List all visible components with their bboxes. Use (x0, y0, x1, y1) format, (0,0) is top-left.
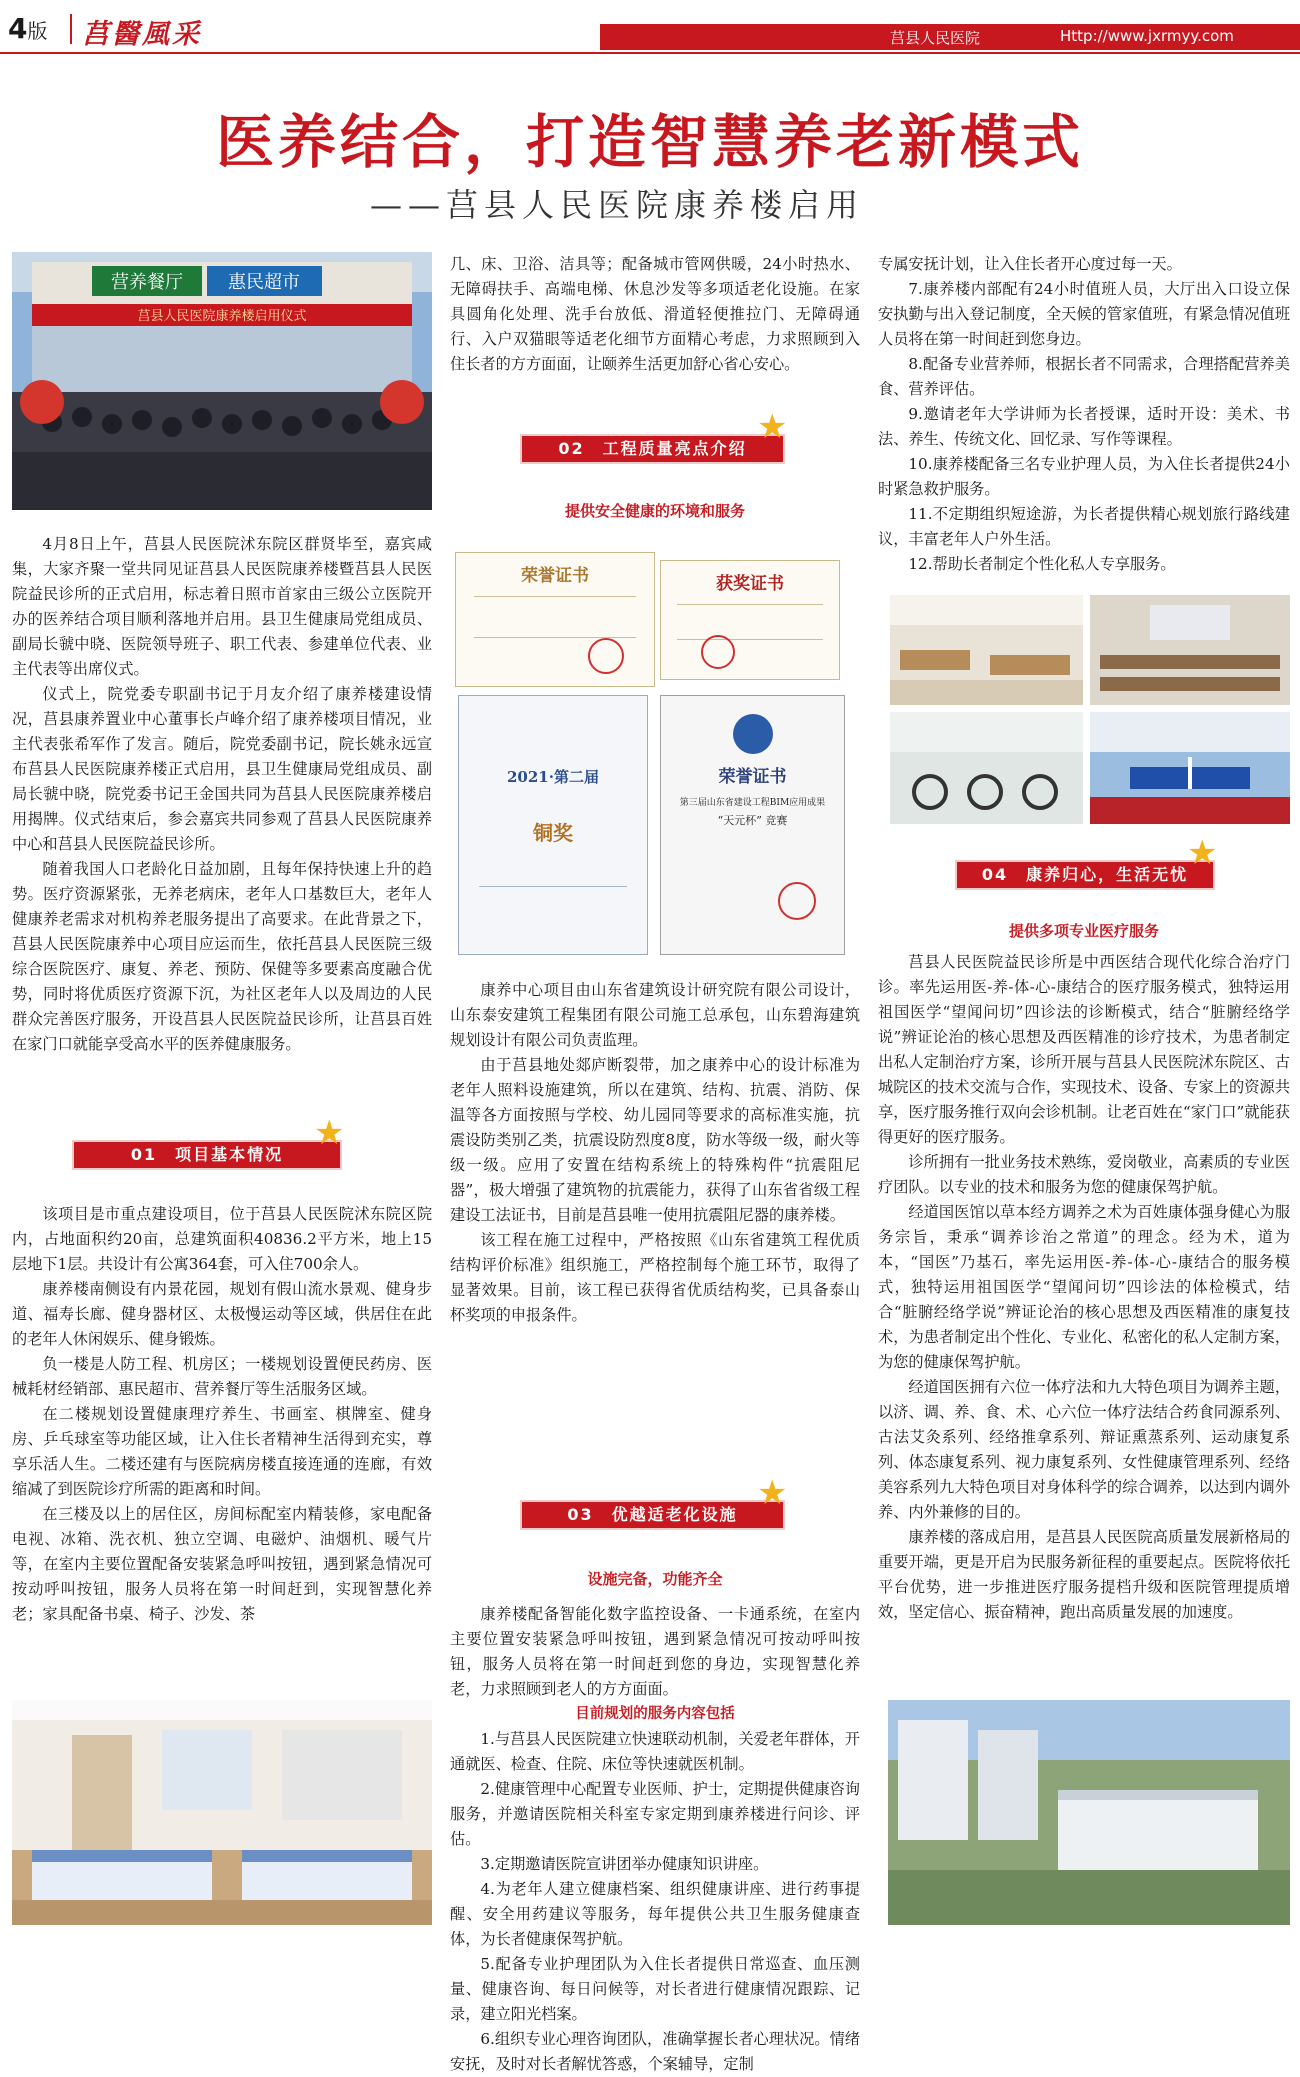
service-item: 4.为老年人建立健康档案、组织健康讲座、进行药事提醒、安全用药建议等服务，每年提供公共卫生服务健康查体，为长者健康保驾护航。 (450, 1880, 860, 1948)
dining-hall-photo (890, 595, 1083, 705)
column-name: 莒醫風采 (82, 19, 202, 50)
column-2-services (450, 1602, 860, 2077)
gym-photo (890, 712, 1083, 824)
paragraph: 康养楼南侧设有内景花园，规划有假山流水景观、健身步道、福寿长廊、健身器材区、太极慢运动等区域，供居住在此的老年人休闲娱乐、健身锻炼。 (12, 1280, 432, 1348)
column-2-top (450, 252, 860, 377)
cert-title: 荣誉证书 (718, 767, 787, 787)
service-item: 1.与莒县人民医院建立快速联动机制，关爱老年群体，开通就医、检查、住院、床位等快速就医机制。 (450, 1730, 860, 1773)
cert-seal (778, 882, 816, 920)
cert-seal (701, 635, 735, 669)
paragraph: 康养楼配备智能化数字监控设备、一卡通系统，在室内主要位置安装紧急呼叫按钮，遇到紧急情况可按动呼叫按钮，服务人员将在第一时间赶到您的身边，实现智慧化养老，力求照顾到老人的方方面面。 (450, 1605, 860, 1698)
certificate-4 (660, 695, 845, 955)
paragraph: 4月8日上午，莒县人民医院沭东院区群贤毕至，嘉宾咸集，大家齐聚一堂共同见证莒县人民医院康养楼暨莒县人民医院益民诊所的正式启用，标志着日照市首家由三级公立医院开办的医养结合项目顺利落地并启用。县卫生健康局党组成员、副局长虢中晓、医院领导班子、职工代表、参建单位代表、业主代表等出席仪式。 (12, 535, 432, 678)
section-subhead: 提供多项专业医疗服务 (1008, 922, 1159, 940)
paragraph: 该工程在施工过程中，严格按照《山东省建筑工程优质结构评价标准》组织施工，严格控制每个施工环节，取得了显著效果。目前，该工程已获得省优质结构奖，已具备泰山杯奖项的申报条件。 (450, 1231, 860, 1324)
cert-emblem (733, 714, 773, 754)
section-subhead: 设施完备，功能齐全 (587, 1570, 723, 1588)
paragraph: 经道国医拥有六位一体疗法和九大特色项目为调养主题，以济、调、养、食、术、心六位一体疗法结合药食同源系列、古法艾灸系列、经络推拿系列、辩证熏蒸系列、运动康复系列、体态康复系列、视力康复系列、女性健康管理系列、经络美容系列九大特色项目对身体科学的综合调养，以达到内调外养、内外兼修的目的。 (878, 1378, 1290, 1521)
paragraph: 仪式上，院党委专职副书记于月友介绍了康养楼建设情况，莒县康养置业中心董事长卢峰介绍了康养楼项目情况，业主代表张希军作了发言。随后，院党委副书记，院长姚永远宣布莒县人民医院康养楼正式启用，县卫生健康局党组成员、副局长虢中晓，院党委书记王金国共同为莒县人民医院康养楼启用揭牌。仪式结束后，参会嘉宾共同参观了莒县人民医院康养中心和莒县人民医院益民诊所。 (12, 685, 432, 853)
service-item: 5.配备专业护理团队为入住长者提供日常巡查、血压测量、健康咨询、每日问候等，对长者进行健康情况跟踪、记录，建立阳光档案。 (450, 1955, 860, 2023)
service-item: 6.组织专业心理咨询团队，准确掌握长者心理状况。情绪安抚，及时对长者解忧答惑，个案辅导，定制 (450, 2030, 860, 2073)
paragraph: 莒县人民医院益民诊所是中西医结合现代化综合治疗门诊。率先运用医-养-体-心-康结合的医疗服务模式，独特运用祖国医学“望闻问切”四诊法的诊断模式，结合“脏腑经络学说”辨证论治的核心思想及西医精准的诊疗技术，为患者制定出私人定制治疗方案，诊所开展与莒县人民医院沭东院区、古城院区的技术交流与合作，实现技术、设备、专家上的资源共享，医疗服务推行双向会诊机制。让老百姓在“家门口”就能获得更好的医疗服务。 (878, 953, 1290, 1146)
service-item: 7.康养楼内部配有24小时值班人员，大厅出入口设立保安执勤与出入登记制度，全天候的管家值班，有紧急情况值班人员将在第一时间赶到您身边。 (878, 280, 1290, 348)
service-item: 11.不定期组织短途游，为长者提供精心规划旅行路线建议，丰富老年人户外生活。 (878, 505, 1290, 548)
cert-lines (677, 604, 823, 640)
paragraph: 经道国医馆以草本经方调养之术为百姓康体强身健心为服务宗旨，秉承“调养诊治之常道”的理念。经为术，道为本，“国医”乃基石，率先运用医-养-体-心-康结合的服务模式，独特运用祖国医学“望闻问切”四诊法的体检模式，结合“脏腑经络学说”辨证论治的核心思想及西医精准的康复技术，为患者制定出个性化、专业化、私密化的私人定制方案，为您的健康保驾护航。 (878, 1203, 1290, 1371)
paragraph: 几、床、卫浴、洁具等；配备城市管网供暖，24小时热水、无障碍扶手、高端电梯、休息沙发等多项适老化设施。在家具圆角化处理、洗手台放低、滑道轻便推拉门、无障碍通行、入户双猫眼等适老化细节方面精心考虑，力求照顾到入住长者的方方面面，让颐养生活更加舒心省心安心。 (450, 255, 860, 373)
paragraph: 在三楼及以上的居住区，房间标配室内精装修，家电配备电视、冰箱、洗衣机、独立空调、电磁炉、油烟机、暖气片等，在室内主要位置配备安装紧急呼叫按钮，遇到紧急情况可按动呼叫按钮，服务人员将在第一时间赶到，实现智慧化养老；家具配备书桌、椅子、沙发、茶 (12, 1505, 432, 1623)
paragraph: 在二楼规划设置健康理疗养生、书画室、棋牌室、健身房、乒乓球室等功能区域，让入住长者精神生活得到充实，尊享乐活人生。二楼还建有与医院病房楼直接连通的连廊，有效缩减了到医院诊疗所需的距离和时间。 (12, 1405, 432, 1498)
paragraph: 该项目是市重点建设项目，位于莒县人民医院沭东院区院内，占地面积约20亩，总建筑面积40836.2平方米，地上15层地下1层。共设计有公寓364套，可入住700余人。 (12, 1205, 432, 1273)
section-title: 04 康养归心，生活无忧 (981, 865, 1189, 884)
article-subtitle: ——莒县人民医院康养楼启用 (370, 186, 865, 224)
certificate-3 (458, 695, 648, 955)
apartment-photo (12, 1700, 432, 1925)
header-rule (0, 52, 1300, 54)
cert-title: 获奖证书 (716, 574, 784, 594)
article-title: 医养结合，打造智慧养老新模式 (215, 108, 1084, 176)
classroom-photo (1090, 595, 1290, 705)
ceremony-banner: 莒县人民医院康养楼启用仪式 (137, 309, 307, 324)
ceremony-photo (12, 252, 432, 510)
services-heading: 目前规划的服务内容包括 (575, 1706, 735, 1722)
column-3-body (878, 950, 1290, 1625)
cert-award: 铜奖 (533, 821, 573, 845)
paragraph: 负一楼是人防工程、机房区；一楼规划设置便民药房、医械耗材经销部、惠民超市、营养餐厅等生活服务区域。 (12, 1355, 432, 1398)
service-item: 10.康养楼配备三名专业护理人员，为入住长者提供24小时紧急救护服务。 (878, 455, 1290, 498)
service-item: 8.配备专业营养师，根据长者不同需求，合理搭配营养美食、营养评估。 (878, 355, 1290, 398)
pingpong-photo (1090, 712, 1290, 824)
certificate-2 (660, 560, 840, 680)
cert-subtitle: 第三届山东省建设工程BIM应用成果 (679, 798, 826, 808)
cert-logos (479, 886, 627, 907)
cert-cup: “天元杯” 竞赛 (717, 814, 788, 827)
star-icon: ★ (314, 1113, 345, 1153)
column-2-body (450, 978, 860, 1328)
section-subhead: 提供安全健康的环境和服务 (564, 502, 745, 520)
section-banner-01 (72, 1113, 345, 1170)
star-icon: ★ (1187, 833, 1218, 873)
section-title: 01 项目基本情况 (130, 1145, 284, 1164)
sign-restaurant: 营养餐厅 (111, 272, 183, 293)
paragraph: 由于莒县地处郯庐断裂带，加之康养中心的设计标准为老年人照料设施建筑，所以在建筑、结构、抗震、消防、保温等各方面按照与学校、幼儿园同等要求的高标准实施，抗震设防类别乙类，抗震设防烈度8度，防水等级一级，耐火等级一级。应用了安置在结构系统上的特殊构件“抗震阻尼器”，极大增强了建筑物的抗震能力，获得了山东省省级工程建设工法证书，目前是莒县唯一使用抗震阻尼器的康养楼。 (450, 1056, 860, 1224)
aerial-photo (888, 1700, 1290, 1925)
certificate-1 (455, 552, 655, 687)
column-1-body (12, 1202, 432, 1627)
star-icon: ★ (757, 1473, 788, 1513)
paragraph: 康养楼的落成启用，是莒县人民医院高质量发展新格局的重要开端，更是开启为民服务新征程的重要起点。医院将依托平台优势，进一步推进医疗服务提档升级和医院管理提质增效，坚定信心、振奋精神，跑出高质量发展的加速度。 (878, 1528, 1290, 1621)
paragraph: 诊所拥有一批业务技术熟练，爱岗敬业，高素质的专业医疗团队。以专业的技术和服务为您的健康保驾护航。 (878, 1153, 1290, 1196)
page-number: 4版 (8, 12, 48, 45)
section-banner-04 (955, 833, 1218, 890)
service-item: 12.帮助长者制定个性化私人专享服务。 (908, 555, 1176, 573)
cert-title: 2021·第二届 (507, 768, 599, 786)
paragraph: 康养中心项目由山东省建筑设计研究院有限公司设计，山东泰安建筑工程集团有限公司施工总承包，山东碧海建筑规划设计有限公司负责监理。 (450, 981, 860, 1049)
cert-seal (588, 638, 624, 674)
service-item: 3.定期邀请医院宣讲团举办健康知识讲座。 (480, 1855, 769, 1873)
header-hospital: 莒县人民医院 (890, 29, 981, 47)
cert-lines (474, 596, 636, 638)
sign-supermarket: 惠民超市 (228, 272, 300, 293)
column-3-top (878, 252, 1290, 577)
section-banner-02 (520, 407, 788, 464)
header-website[interactable]: Http://www.jxrmyy.com (1060, 27, 1234, 45)
service-item: 2.健康管理中心配置专业医师、护士，定期提供健康咨询服务，并邀请医院相关科室专家定期到康养楼进行问诊、评估。 (450, 1780, 860, 1848)
header-separator (70, 14, 72, 44)
star-icon: ★ (757, 407, 788, 447)
section-title: 02 工程质量亮点介绍 (558, 439, 747, 458)
cert-title: 荣誉证书 (521, 566, 589, 586)
paragraph: 专属安抚计划，让入住长者开心度过每一天。 (878, 255, 1182, 273)
column-1-top (12, 532, 432, 1057)
service-item: 9.邀请老年大学讲师为长者授课，适时开设：美术、书法、养生、传统文化、回忆录、写作等课程。 (878, 405, 1290, 448)
section-title: 03 优越适老化设施 (567, 1505, 738, 1524)
section-banner-03 (520, 1473, 788, 1530)
paragraph: 随着我国人口老龄化日益加剧，且每年保持快速上升的趋势。医疗资源紧张，无养老病床，老年人口基数巨大，老年人健康养老需求对机构养老服务提出了高要求。在此背景之下，莒县人民医院康养中心项目应运而生，依托莒县人民医院三级综合医院医疗、康复、养老、预防、保健等多要素高度融合优势，同时将优质医疗资源下沉，为社区老年人以及周边的人民群众完善医疗服务，开设莒县人民医院益民诊所，让莒县百姓在家门口就能享受高水平的医养健康服务。 (12, 860, 432, 1053)
